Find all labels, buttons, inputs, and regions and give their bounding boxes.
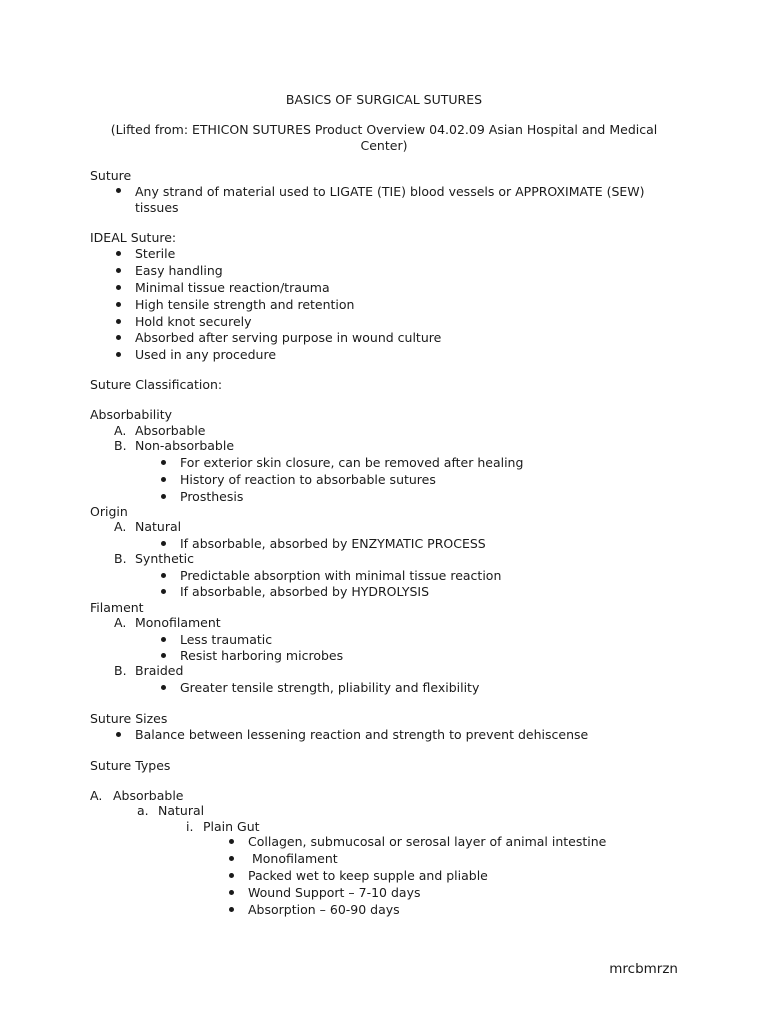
- list-item: Easy handling: [135, 263, 223, 278]
- bullet: [229, 873, 234, 878]
- list-item: Absorbed after serving purpose in wound culture: [135, 330, 442, 345]
- source-note-line2: Center): [360, 138, 408, 153]
- origin-heading: Origin: [90, 504, 128, 519]
- classification-heading: Suture Classification:: [90, 377, 223, 392]
- bullet: [161, 685, 166, 690]
- bullet: [116, 335, 121, 340]
- bullet: [161, 477, 166, 482]
- bullet: [116, 302, 121, 307]
- list-marker: A.: [114, 615, 127, 630]
- list-item: Braided: [135, 663, 184, 678]
- list-item: Collagen, submucosal or serosal layer of animal intestine: [248, 834, 607, 849]
- bullet: [161, 637, 166, 642]
- list-item: Absorbable: [135, 423, 206, 438]
- bullet: [229, 839, 234, 844]
- list-item: Wound Support – 7-10 days: [248, 885, 421, 900]
- list-item: Balance between lessening reaction and strength to prevent dehiscense: [135, 727, 589, 742]
- bullet: [161, 541, 166, 546]
- bullet: [116, 732, 121, 737]
- bullet: [116, 285, 121, 290]
- list-item: Absorbable: [113, 788, 184, 803]
- list-item: Predictable absorption with minimal tissue reaction: [180, 568, 502, 583]
- list-item: Resist harboring microbes: [180, 648, 344, 663]
- list-marker: B.: [114, 438, 127, 453]
- bullet: [161, 460, 166, 465]
- list-item: Natural: [158, 803, 205, 818]
- list-item: Natural: [135, 519, 182, 534]
- list-marker: a.: [137, 803, 149, 818]
- list-item: Synthetic: [135, 551, 195, 566]
- footer-author: mrcbmrzn: [609, 961, 678, 977]
- list-marker: B.: [114, 551, 127, 566]
- bullet: [116, 188, 121, 193]
- list-marker: i.: [186, 819, 194, 834]
- list-item: Used in any procedure: [135, 347, 277, 362]
- list-item: Plain Gut: [203, 819, 260, 834]
- ideal-suture-heading: IDEAL Suture:: [90, 230, 177, 245]
- list-item: Less traumatic: [180, 632, 273, 647]
- document-title: BASICS OF SURGICAL SUTURES: [285, 92, 483, 107]
- list-item: History of reaction to absorbable sutures: [180, 472, 436, 487]
- list-item: High tensile strength and retention: [135, 297, 355, 312]
- list-marker: A.: [114, 519, 127, 534]
- suture-sizes-heading: Suture Sizes: [90, 711, 168, 726]
- list-item: Sterile: [135, 246, 176, 261]
- bullet: [161, 589, 166, 594]
- list-item: Monofilament: [135, 615, 221, 630]
- list-item: Hold knot securely: [135, 314, 252, 329]
- list-item: Monofilament: [248, 851, 338, 866]
- bullet: [161, 494, 166, 499]
- suture-types-heading: Suture Types: [90, 758, 171, 773]
- bullet: [116, 319, 121, 324]
- absorbability-heading: Absorbability: [90, 407, 173, 422]
- bullet: [161, 653, 166, 658]
- list-item: If absorbable, absorbed by HYDROLYSIS: [180, 584, 430, 599]
- list-item: Absorption – 60-90 days: [248, 902, 400, 917]
- list-marker: A.: [90, 788, 103, 803]
- suture-heading: Suture: [90, 168, 132, 183]
- list-marker: B.: [114, 663, 127, 678]
- list-item: For exterior skin closure, can be removed after healing: [180, 455, 524, 470]
- list-item: If absorbable, absorbed by ENZYMATIC PROCESS: [180, 536, 486, 551]
- bullet: [229, 890, 234, 895]
- bullet: [229, 907, 234, 912]
- list-item: Packed wet to keep supple and pliable: [248, 868, 488, 883]
- list-item: Greater tensile strength, pliability and flexibility: [180, 680, 480, 695]
- bullet: [116, 251, 121, 256]
- list-item: Prosthesis: [180, 489, 244, 504]
- bullet: [116, 268, 121, 273]
- suture-definition-line2: tissues: [135, 200, 179, 215]
- bullet: [229, 856, 234, 861]
- source-note-line1: (Lifted from: ETHICON SUTURES Product Overview 04.02.09 Asian Hospital and Medical: [110, 122, 658, 137]
- suture-definition-line1: Any strand of material used to LIGATE (TIE) blood vessels or APPROXIMATE (SEW): [135, 184, 645, 199]
- bullet: [116, 352, 121, 357]
- list-item: Minimal tissue reaction/trauma: [135, 280, 330, 295]
- bullet: [161, 573, 166, 578]
- filament-heading: Filament: [90, 600, 144, 615]
- list-item: Non-absorbable: [135, 438, 235, 453]
- list-marker: A.: [114, 423, 127, 438]
